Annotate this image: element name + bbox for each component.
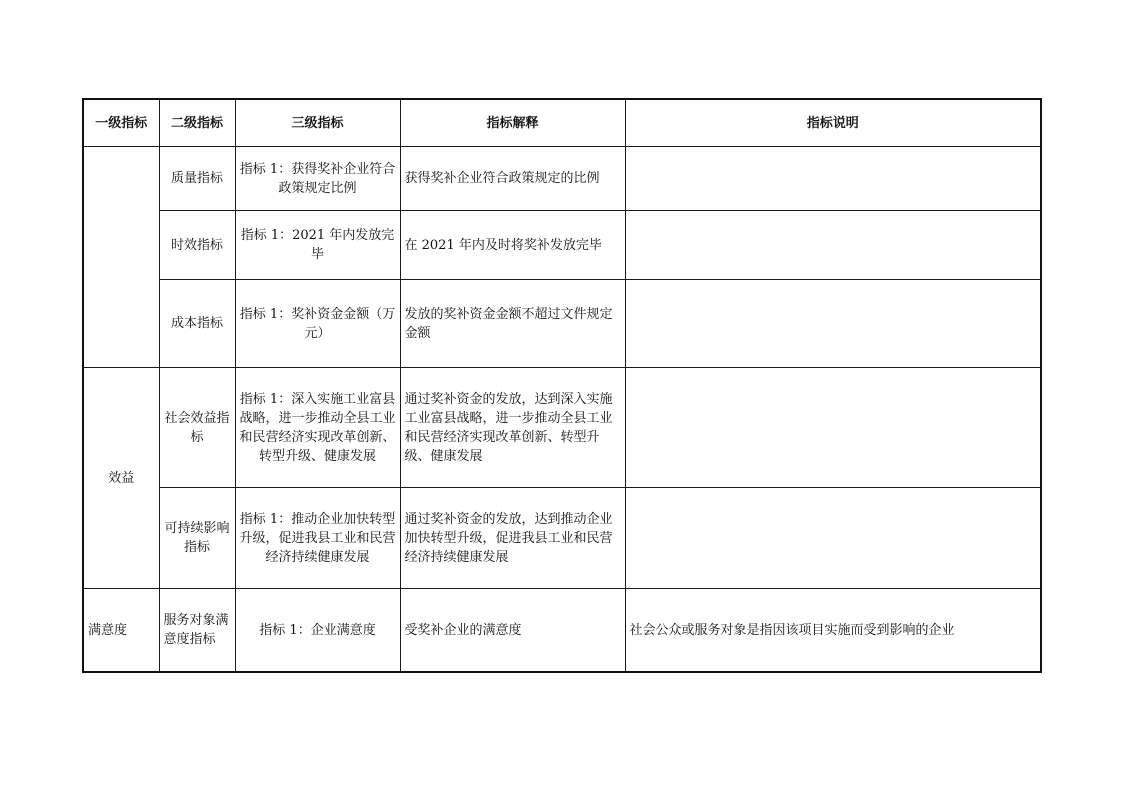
level1-cell-output xyxy=(83,147,159,368)
description-cell xyxy=(625,368,1041,488)
level2-cell: 社会效益指标 xyxy=(159,368,235,488)
level2-cell: 质量指标 xyxy=(159,147,235,211)
level2-cell: 成本指标 xyxy=(159,280,235,368)
table-row xyxy=(83,280,1041,368)
table-row xyxy=(83,589,1041,673)
table-row xyxy=(83,211,1041,280)
table-row xyxy=(83,488,1041,589)
level3-cell: 指标 1：2021 年内发放完毕 xyxy=(235,211,400,280)
indicator-table xyxy=(82,98,1042,673)
description-cell xyxy=(625,488,1041,589)
explanation-cell: 通过奖补资金的发放，达到推动企业加快转型升级，促进我县工业和民营经济持续健康发展 xyxy=(400,488,625,589)
header-description: 指标说明 xyxy=(625,99,1041,147)
level3-cell: 指标 1：获得奖补企业符合政策规定比例 xyxy=(235,147,400,211)
explanation-cell: 获得奖补企业符合政策规定的比例 xyxy=(400,147,625,211)
description-cell xyxy=(625,211,1041,280)
level3-cell: 指标 1：推动企业加快转型升级，促进我县工业和民营经济持续健康发展 xyxy=(235,488,400,589)
level1-cell-benefit: 效益 xyxy=(83,368,159,589)
header-level3: 三级指标 xyxy=(235,99,400,147)
table-row xyxy=(83,368,1041,488)
level3-cell: 指标 1：奖补资金金额（万元） xyxy=(235,280,400,368)
description-cell: 社会公众或服务对象是指因该项目实施而受到影响的企业 xyxy=(625,589,1041,673)
header-level1: 一级指标 xyxy=(83,99,159,147)
level3-cell: 指标 1：深入实施工业富县战略，进一步推动全县工业和民营经济实现改革创新、转型升级、健康发展 xyxy=(235,368,400,488)
explanation-cell: 在 2021 年内及时将奖补发放完毕 xyxy=(400,211,625,280)
explanation-cell: 通过奖补资金的发放，达到深入实施工业富县战略，进一步推动全县工业和民营经济实现改革创新、转型升级、健康发展 xyxy=(400,368,625,488)
level3-cell: 指标 1：企业满意度 xyxy=(235,589,400,673)
header-level2: 二级指标 xyxy=(159,99,235,147)
description-cell xyxy=(625,147,1041,211)
explanation-cell: 发放的奖补资金金额不超过文件规定金额 xyxy=(400,280,625,368)
table-row xyxy=(83,147,1041,211)
explanation-cell: 受奖补企业的满意度 xyxy=(400,589,625,673)
table-header-row xyxy=(83,99,1041,147)
level2-cell: 服务对象满意度指标 xyxy=(159,589,235,673)
level2-cell: 可持续影响指标 xyxy=(159,488,235,589)
description-cell xyxy=(625,280,1041,368)
level2-cell: 时效指标 xyxy=(159,211,235,280)
level1-cell-satisfaction: 满意度 xyxy=(83,589,159,673)
header-explanation: 指标解释 xyxy=(400,99,625,147)
